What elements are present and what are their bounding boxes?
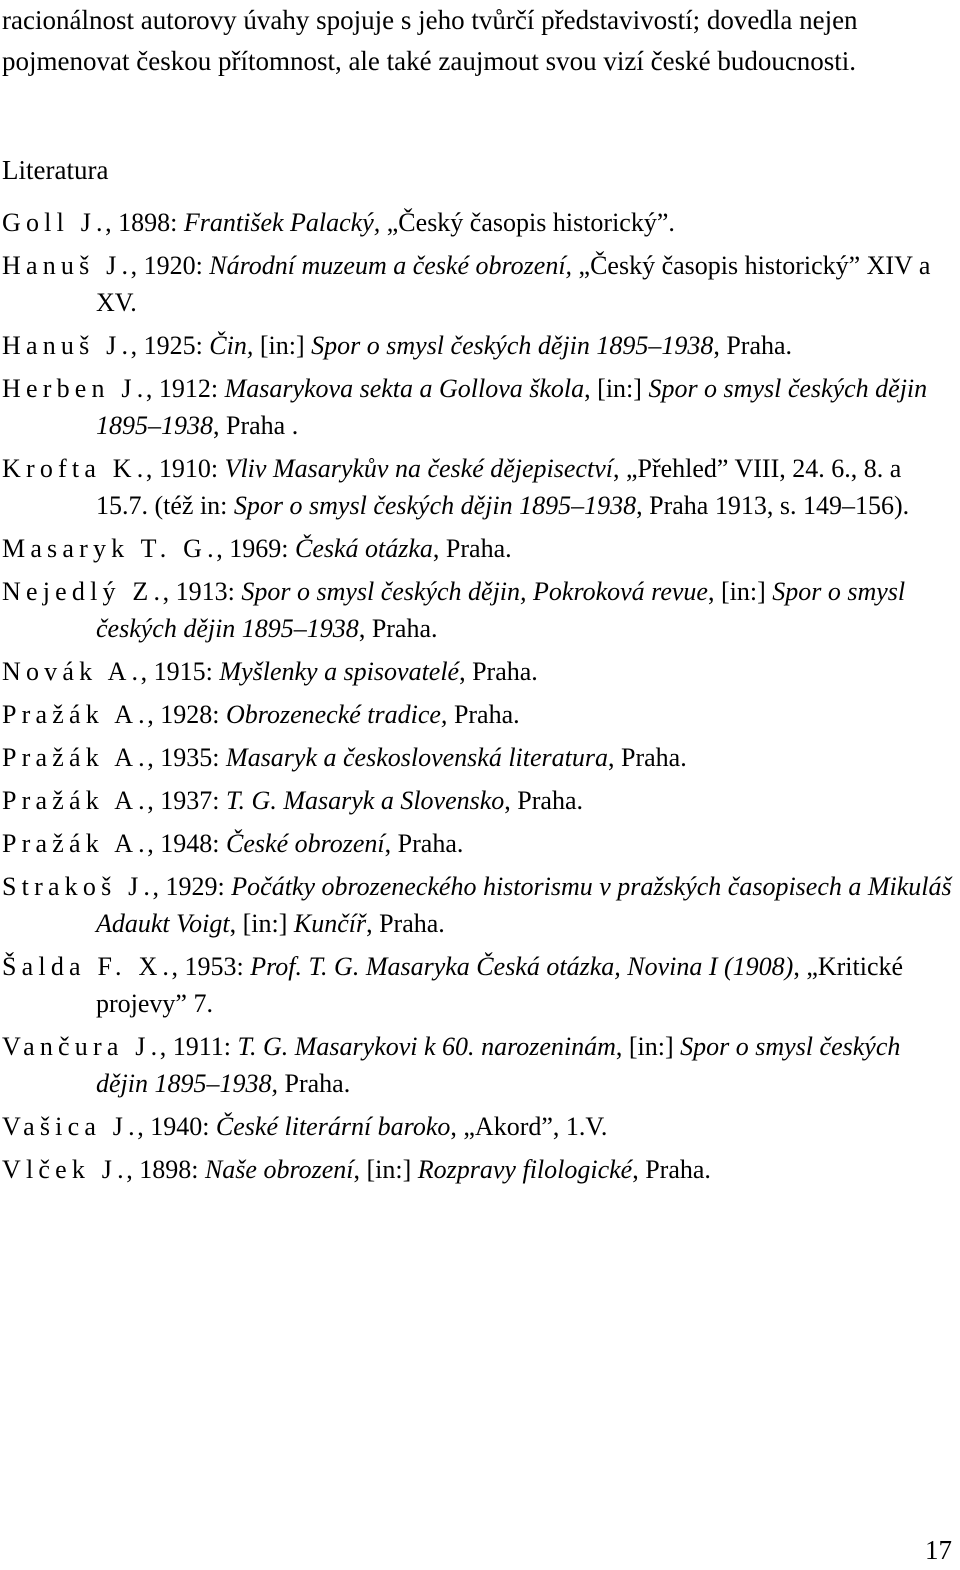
reference-text: , 1940: <box>137 1112 216 1141</box>
reference-entry <box>2 782 958 819</box>
reference-title: Masarykova sekta a Gollova škola <box>224 374 585 403</box>
reference-title: České literární baroko <box>215 1112 451 1141</box>
reference-text: , Praha 1913, s. 149–156). <box>636 491 910 520</box>
reference-entry <box>2 825 958 862</box>
page-number: 17 <box>925 1535 952 1565</box>
reference-title: narozeninám <box>481 1032 616 1061</box>
reference-text: , 1911: <box>159 1032 238 1061</box>
reference-title: Česká otázka <box>294 534 433 563</box>
reference-title: Spor o smysl českých dějin 1895–1938 <box>96 577 906 643</box>
reference-text: „Český časopis historický” XIV a XV. <box>96 251 931 317</box>
reference-entry <box>2 696 958 733</box>
reference-title: Naše obrození <box>204 1155 354 1184</box>
reference-author: Vlček J. <box>2 1155 129 1184</box>
reference-entry <box>2 204 958 241</box>
reference-title: T. G. Masarykovi k 60. <box>237 1032 475 1061</box>
reference-text: , 1969: <box>216 534 295 563</box>
reference-text: [in:] <box>253 331 312 360</box>
reference-entry <box>2 1108 958 1145</box>
reference-text: , 1928: <box>147 700 227 729</box>
reference-title: Spor o smysl českých dějin, Pokroková revue <box>241 577 708 606</box>
reference-author: Nejedlý Z. <box>2 577 166 606</box>
reference-author: Pražák A. <box>2 743 150 772</box>
reference-entry <box>2 573 958 647</box>
reference-text: , [in:] <box>353 1155 418 1184</box>
reference-title: Prof. T. G. Masaryka Česká otázka, Novina I (1908) <box>250 952 794 981</box>
reference-author: Pražák A. <box>2 786 150 815</box>
reference-author: Herben J. <box>2 374 149 403</box>
reference-text: , 1925: <box>130 331 210 360</box>
reference-text: , Praha. <box>459 657 538 686</box>
reference-text: , 1913: <box>162 577 242 606</box>
reference-text: „Český časopis historický”. <box>380 208 675 237</box>
reference-text: , [in:] <box>615 1032 681 1061</box>
reference-text: , Praha. <box>504 786 583 815</box>
reference-text: , 1929: <box>152 872 232 901</box>
reference-title: Vliv Masarykův na české dějepisectví <box>224 454 613 483</box>
reference-title: Národní muzeum a české obrození, <box>209 251 573 280</box>
reference-author: Pražák A. <box>2 829 150 858</box>
reference-title: Masaryk a československá literatura <box>226 743 608 772</box>
reference-entry <box>2 247 958 321</box>
reference-text: , Praha. <box>713 331 793 360</box>
reference-text: , 1920: <box>130 251 210 280</box>
reference-list <box>2 204 958 1194</box>
reference-title: Kunčíř <box>293 909 367 938</box>
reference-entry <box>2 370 958 444</box>
reference-title: Spor o smysl českých dějin 1895–1938, <box>96 1032 901 1098</box>
reference-author: Krofta K. <box>2 454 149 483</box>
reference-text: , „Akord”, 1.V. <box>450 1112 608 1141</box>
reference-author: Strakoš J. <box>2 872 156 901</box>
reference-text: , Praha. <box>384 829 464 858</box>
intro-paragraph: racionálnost autorovy úvahy spojuje s jeho tvůrčí představivostí; dovedla nejen pojmenovat českou přítomnost, ale také zaujmout svou vizí české budoucnosti. <box>2 5 858 76</box>
reference-entry <box>2 739 958 776</box>
reference-title: Spor o smysl českých dějin 1895–1938 <box>311 331 714 360</box>
reference-text: , 1910: <box>145 454 225 483</box>
reference-text: , 1915: <box>140 657 220 686</box>
reference-author: Vančura J. <box>2 1032 163 1061</box>
reference-author: Masaryk T. G. <box>2 534 219 563</box>
reference-text: , Praha. <box>632 1155 711 1184</box>
reference-entry <box>2 530 958 567</box>
reference-author: Vašica J. <box>2 1112 140 1141</box>
section-heading: Literatura <box>2 155 109 185</box>
reference-author: Hanuš J. <box>2 251 134 280</box>
reference-entry <box>2 1151 958 1188</box>
reference-title: Spor o smysl českých dějin 1895–1938 <box>233 491 637 520</box>
reference-author: Novák A. <box>2 657 144 686</box>
reference-text: , 1935: <box>147 743 227 772</box>
reference-text: , [in:] <box>229 909 294 938</box>
reference-entry <box>2 1028 958 1102</box>
reference-title: Počátky obrozeneckého historismu v pražských časopisech a Mikuláš Adaukt Voigt <box>96 872 952 938</box>
reference-text: , 1937: <box>147 786 227 815</box>
reference-text: , 1898: <box>126 1155 205 1184</box>
reference-entry <box>2 868 958 942</box>
reference-title: Myšlenky a spisovatelé <box>219 657 460 686</box>
reference-title: František Palacký, <box>183 208 381 237</box>
reference-text: , Praha. <box>608 743 687 772</box>
reference-author: Goll J. <box>2 208 108 237</box>
reference-text: , 1948: <box>147 829 227 858</box>
reference-text: , 1898: <box>105 208 184 237</box>
reference-text: , „Přehled” VIII, 24. 6., 8. a 15.7. (též in: <box>96 454 902 520</box>
reference-entry <box>2 327 958 364</box>
reference-entry <box>2 450 958 524</box>
reference-text: , Praha. <box>432 534 512 563</box>
reference-text: , 1953: <box>171 952 251 981</box>
reference-title: Obrozenecké tradice, <box>226 700 448 729</box>
reference-text: , [in:] <box>707 577 773 606</box>
reference-author: Pražák A. <box>2 700 150 729</box>
reference-author: Hanuš J. <box>2 331 134 360</box>
reference-title: T. G. Masaryk a Slovensko <box>226 786 505 815</box>
reference-text: , „Kritické projevy” 7. <box>96 952 904 1018</box>
reference-author: Šalda F. X. <box>2 952 175 981</box>
reference-title: Čin, <box>209 331 254 360</box>
reference-text: , Praha. <box>366 909 445 938</box>
reference-title: Spor o smysl českých dějin 1895–1938 <box>96 374 928 440</box>
reference-text: Praha. <box>278 1069 351 1098</box>
reference-text: , Praha. <box>358 614 438 643</box>
reference-text: Praha. <box>447 700 520 729</box>
reference-title: Rozpravy filologické <box>417 1155 633 1184</box>
reference-entry <box>2 653 958 690</box>
reference-title: České obrození <box>226 829 385 858</box>
reference-text: , 1912: <box>145 374 225 403</box>
reference-text: , [in:] <box>584 374 649 403</box>
reference-text: , Praha . <box>213 411 299 440</box>
reference-entry <box>2 948 958 1022</box>
